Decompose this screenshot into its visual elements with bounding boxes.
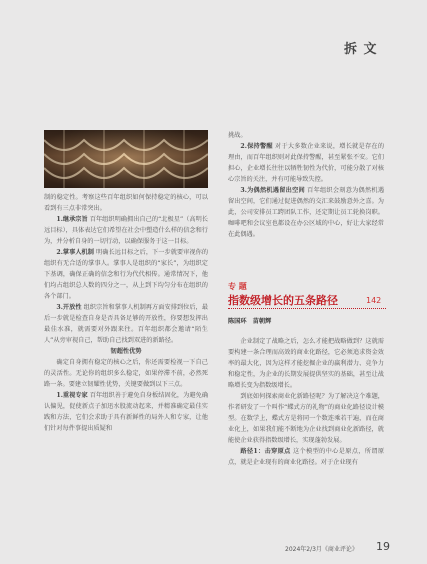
feature-divider (228, 308, 386, 309)
paragraph-text: 这个模型的中心是原点，所谓原点，就是企业现有的商业化路径。对于企业现有 (228, 448, 385, 466)
paragraph (228, 185, 384, 240)
keyword: 1.重视专家 (56, 392, 88, 399)
paragraph (44, 247, 208, 302)
right-column (228, 130, 384, 240)
paragraph-text: 百年组织明确拥出自己的“北极星”（高明长远目标），具体表达它们希望在社会中塑造什么样的信念和行为，并分析自身的一切行动，以确保服务于这一目标。 (44, 216, 208, 245)
paragraph (44, 390, 208, 434)
paragraph: 制的稳定性。考察这些百年组织如何保持稳定的核心，可以看到有三点非常突出。 (44, 194, 208, 212)
keyword: 2.掌事人机制 (56, 249, 95, 256)
feature-authors: 陈国环 苗朝辉 (228, 318, 272, 325)
keyword: 3.开放性 (56, 304, 82, 311)
subheading: 韧超性优势 (110, 348, 142, 355)
feature-column (228, 336, 384, 468)
keyword: 1.继承宗旨 (56, 216, 88, 223)
building-interior-photo (44, 130, 208, 188)
paragraph-text: 百年组织会刻意为偶然机遇留出空间，它们通过促进偶然的交汇来鼓励意外之喜。为此，公司安排员工跨团队工作，还定期让员工轮换岗职。咖啡吧和会议室也都设在办公区域的中心，好让大家经常在此偶遇。 (228, 187, 385, 238)
paragraph: 确定自身拥有稳定的核心之后，你还需要检视一下自己的灵活性。无论你的组织多么稳定，如果停滞不前，必然死路一条。要建立韧耀性优势，关键要做到以下三点。 (44, 359, 208, 388)
paragraph-text: 明确长远目标之后，下一步就要审视你的组织有无合适的掌事人。掌事人是组织的“家长”，为组织定下基调，确保正确的信念和行为代代相传。通常情况下，他们均占组织总人数的四分之一，从上到下均匀分布在组织的各个部门。 (44, 249, 209, 300)
paragraph (228, 141, 384, 185)
paragraph (44, 302, 208, 346)
keyword: 3.为偶然机遇留出空间 (240, 187, 305, 194)
paragraph (44, 214, 208, 247)
paragraph (228, 446, 384, 468)
feature-title[interactable]: 指数级增长的五条路径 (228, 294, 338, 307)
paragraph: 到底如何探索商业化新路径呢？为了解决这个难题，作者研发了一个叫作“蝶式方的礼物”的商业化路径设计模型。在数学上，蝶式方是将同一个数连乘若干遍，而在商业化上，如果我们能不断地为企业找到商业化新路径，就能使企业获得指数级增长，实现蓬勃发展。 (228, 393, 384, 444)
keyword: 路径1：击穿原点 (240, 448, 291, 455)
paragraph: 企业制定了战略之后，怎么才能把战略做到？这就需要构建一条合理而高效的商业化路径，它必须追求资金效率的最大化，因为这样才能挖掘企业的赢利潜力、竞争力和稳定性，为企业的长期发展提供坚实的基础，甚至让战略增长变为指数级增长。 (228, 338, 384, 389)
keyword: 2.保持警醒 (240, 143, 273, 150)
issue-footer: 2024年2/3月《商业评论》 (285, 546, 358, 553)
feature-tag: 专 题 (228, 282, 247, 291)
left-column (44, 192, 208, 434)
page-number: 19 (376, 540, 390, 553)
paragraph: 挑战。 (228, 132, 247, 139)
paragraph-text: 对于大多数企业来说，增长就是存在的理由，而百年组织则对此保持警醒，甚至紧张不安。它们担心，企业增长往往以牺牲韧性为代价，可能分散了对核心宗旨的关注，并有可能导致失控。 (228, 143, 385, 183)
section-label: 拆 文 (344, 42, 378, 57)
paragraph-text: 百年组织善于避免自身板结固化，为避免确认偏见，促使新点子加迅水股流动起来，并精准确定最佳实践和方法，它们会求助于具有新鲜性的局外人和专家，让他们针对每件事提出质疑和 (44, 392, 209, 432)
feature-page-ref: 142 (366, 296, 382, 305)
paragraph-text: 组织宗旨和掌事人机制再方面安排到位后，最后一步就是检查自身是否具备足够的开放性，你要想发挥出最佳水准，就需要对外跟来往。百年组织都会邀请“陌生人”从旁审视自己，帮助自己找到双进的新路径。 (44, 304, 209, 344)
